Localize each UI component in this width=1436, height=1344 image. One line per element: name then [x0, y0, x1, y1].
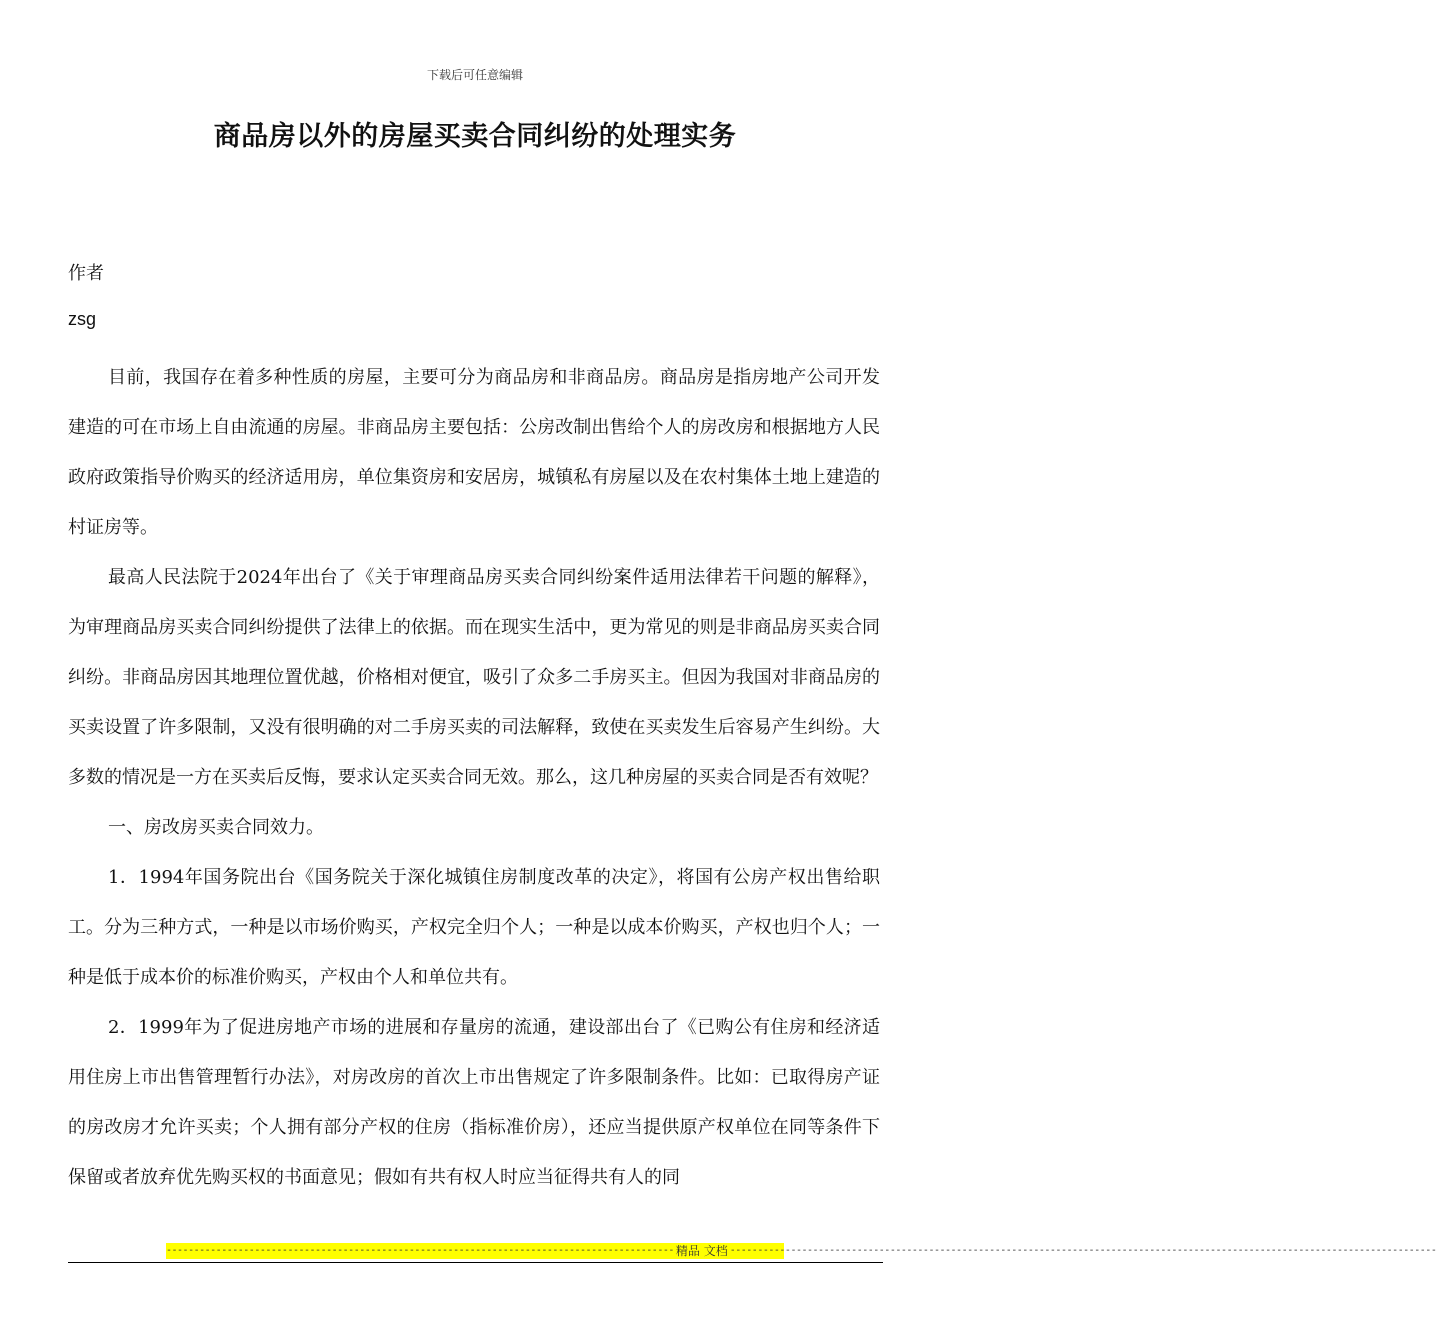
paragraph-item-2: 2．1999年为了促进房地产市场的进展和存量房的流通，建设部出台了《已购公有住房和经济适用住房上市出售管理暂行办法》，对房改房的首次上市出售规定了许多限制条件。比如：已取得房产证的房改房才允许买卖；个人拥有部分产权的住房（指标准价房），还应当提供原产权单位在同等条件下保留或者放弃优先购买权的书面意见；假如有共有权人时应当征得共有人的同 — [68, 1017, 880, 1188]
document-title: 商品房以外的房屋买卖合同纠纷的处理实务 — [213, 121, 737, 152]
document-body — [68, 353, 880, 1203]
paragraph-background: 最高人民法院于2024年出台了《关于审理商品房买卖合同纠纷案件适用法律若干问题的解释》，为审理商品房买卖合同纠纷提供了法律上的依据。而在现实生活中，更为常见的则是非商品房买卖合同纠纷。非商品房因其地理位置优越，价格相对便宜，吸引了众多二手房买主。但因为我国对非商品房的买卖设置了许多限制，又没有很明确的对二手房买卖的司法解释，致使在买卖发生后容易产生纠纷。大多数的情况是一方在买卖后反悔，要求认定买卖合同无效。那么，这几种房屋的买卖合同是否有效呢？ — [68, 567, 880, 788]
footer-dashes-right: -------------------------------------------------------------------------------------------------------------------------------- — [729, 1245, 1436, 1256]
header-note: 下载后可任意编辑 — [426, 68, 523, 82]
section-heading: 一、房改房买卖合同效力。 — [108, 817, 324, 838]
footer-banner — [166, 1243, 1436, 1259]
author-name: zsg — [68, 309, 97, 329]
footer-label: 精品 文档 — [675, 1244, 728, 1258]
paragraph-item-1: 1．1994年国务院出台《国务院关于深化城镇住房制度改革的决定》，将国有公房产权出售给职工。分为三种方式，一种是以市场价购买，产权完全归个人；一种是以成本价购买，产权也归个人；一种是低于成本价的标准价购买，产权由个人和单位共有。 — [68, 867, 880, 988]
footer-divider — [68, 1262, 883, 1263]
footer-dashes-left: -------------------------------------------------------------------------------------------- — [166, 1245, 674, 1256]
author-label: 作者 — [68, 263, 104, 284]
paragraph-intro: 目前，我国存在着多种性质的房屋，主要可分为商品房和非商品房。商品房是指房地产公司开发建造的可在市场上自由流通的房屋。非商品房主要包括：公房改制出售给个人的房改房和根据地方人民政府政策指导价购买的经济适用房，单位集资房和安居房，城镇私有房屋以及在农村集体土地上建造的村证房等。 — [68, 367, 880, 538]
